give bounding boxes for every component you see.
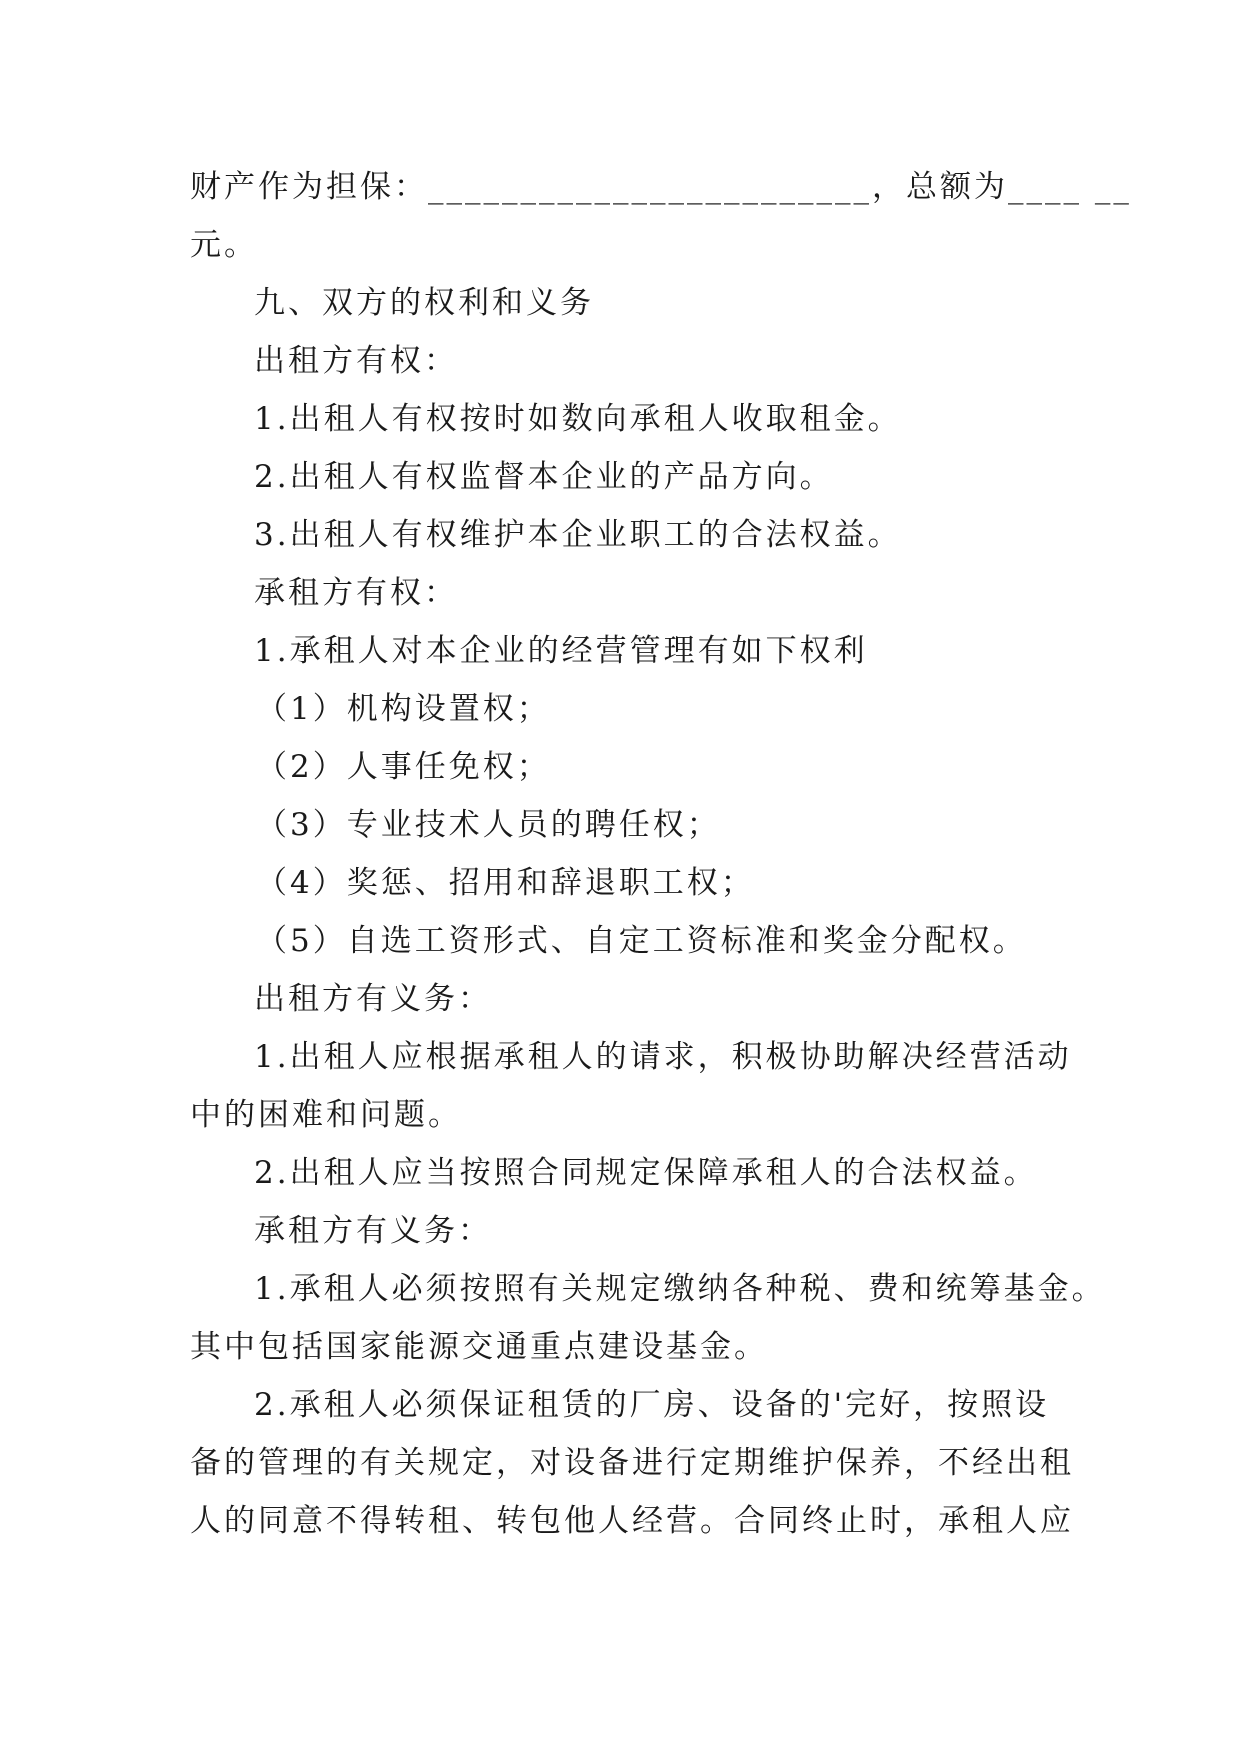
text-line: 其中包括国家能源交通重点建设基金。 (190, 1329, 768, 1365)
text-line: 备的管理的有关规定，对设备进行定期维护保养，不经出租 (190, 1445, 1074, 1481)
list-item: 2.出租人应当按照合同规定保障承租人的合法权益。 (254, 1155, 1038, 1191)
document-page (190, 158, 1132, 1550)
sub-list-item: （2）人事任免权； (256, 749, 551, 785)
section-heading: 九、双方的权利和义务 (254, 285, 594, 321)
list-item: 1.出租人应根据承租人的请求，积极协助解决经营活动 (254, 1039, 1072, 1075)
list-item: 1.承租人对本企业的经营管理有如下权利 (254, 633, 868, 669)
subheading: 出租方有义务： (254, 981, 492, 1017)
sub-list-item: （4）奖惩、招用和辞退职工权； (256, 865, 755, 901)
sub-list-item: （3）专业技术人员的聘任权； (256, 807, 721, 843)
text-line: 中的困难和问题。 (190, 1097, 462, 1133)
list-item: 2.出租人有权监督本企业的产品方向。 (254, 459, 834, 495)
text-line: 元。 (190, 227, 258, 263)
subheading: 出租方有权： (254, 343, 458, 379)
subheading: 承租方有权： (254, 575, 458, 611)
text-line: 人的同意不得转租、转包他人经营。合同终止时，承租人应 (190, 1503, 1074, 1539)
sub-list-item: （1）机构设置权； (256, 691, 551, 727)
list-item: 3.出租人有权维护本企业职工的合法权益。 (254, 517, 902, 553)
text-line: 财产作为担保：________________________，总额为____ __ (190, 169, 1132, 205)
list-item: 2.承租人必须保证租赁的厂房、设备的'完好，按照设 (254, 1387, 1050, 1423)
list-item: 1.承租人必须按照有关规定缴纳各种税、费和统筹基金。 (254, 1271, 1106, 1307)
sub-list-item: （5）自选工资形式、自定工资标准和奖金分配权。 (256, 923, 1027, 959)
list-item: 1.出租人有权按时如数向承租人收取租金。 (254, 401, 902, 437)
subheading: 承租方有义务： (254, 1213, 492, 1249)
